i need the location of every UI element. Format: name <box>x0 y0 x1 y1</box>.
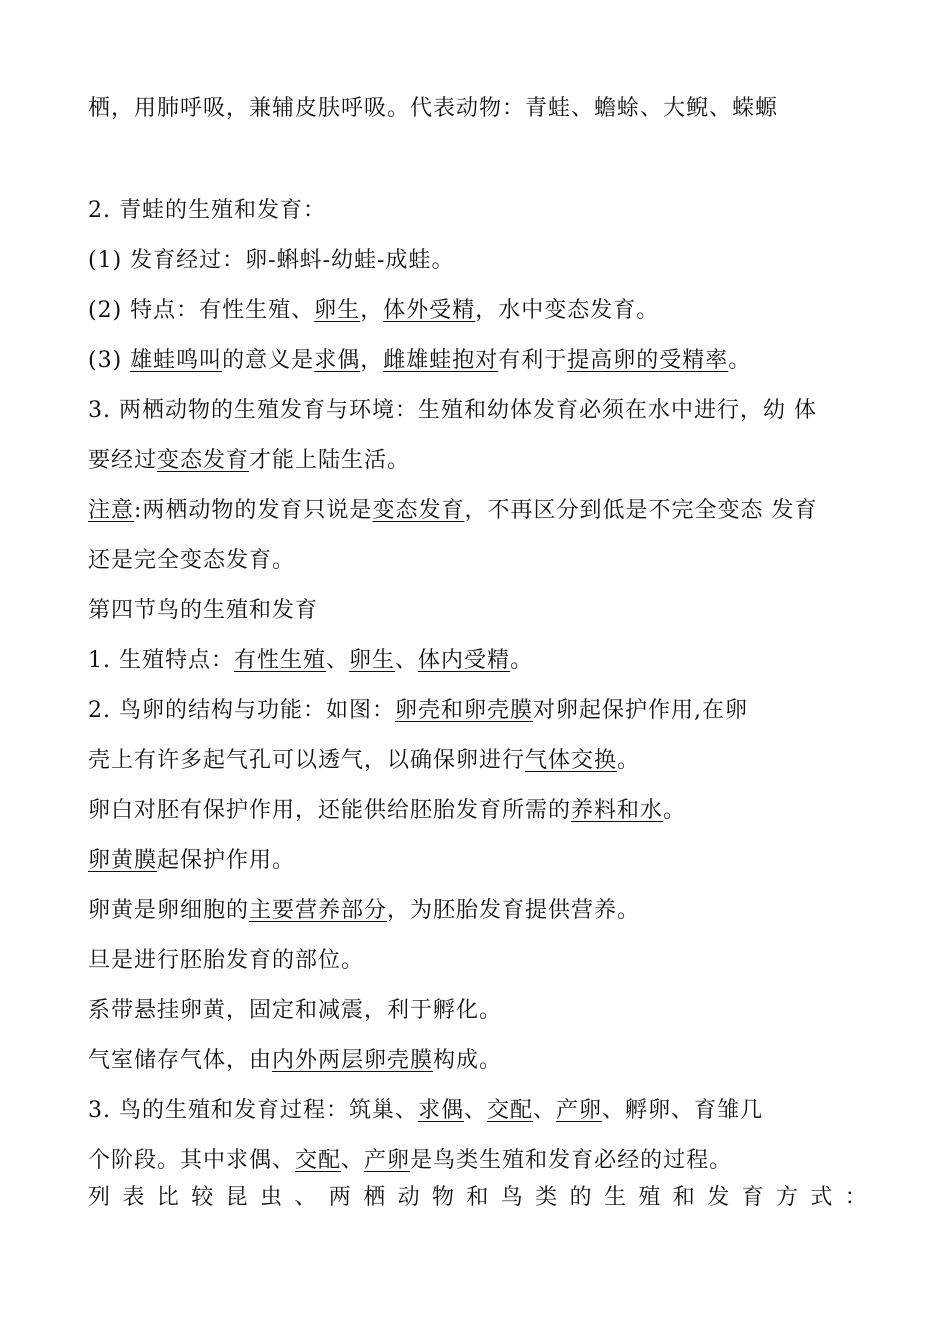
text-line <box>88 1096 763 1126</box>
text-line <box>88 246 454 276</box>
text-run: 第四节鸟的生殖和发育 <box>88 598 319 623</box>
text-line <box>88 796 686 826</box>
underlined-term: 提高卵的受精率 <box>567 348 729 373</box>
text-line <box>88 646 533 676</box>
text-run: ， <box>360 298 384 323</box>
text-line <box>88 196 326 226</box>
text-run: 是鸟类生殖和发育必经的过程。 <box>410 1148 733 1173</box>
text-line <box>88 396 817 426</box>
text-line <box>88 746 640 776</box>
text-run: 构成。 <box>433 1048 503 1073</box>
text-run: 列表比较昆虫、两栖动物和鸟类的生殖和发育方式： <box>88 1185 880 1210</box>
underlined-term: 产卵 <box>556 1098 603 1123</box>
text-line <box>88 346 751 376</box>
text-run: 。 <box>728 348 752 373</box>
text-run: 栖，用肺呼吸，兼辅皮肤呼吸。代表动物：青蛙、蟾蜍、大鲵、蝾螈 <box>88 96 779 121</box>
text-run: 、 <box>533 1098 557 1123</box>
section-heading <box>88 596 318 626</box>
text-run: 对卵起保护作用,在卵 <box>533 698 748 723</box>
text-run: 卵黄是卵细胞的 <box>88 898 250 923</box>
underlined-term: 内外两层卵壳膜 <box>272 1048 434 1073</box>
text-run: 起保护作用。 <box>157 848 296 873</box>
text-run: 、 <box>395 648 419 673</box>
underlined-term: 产卵 <box>364 1148 411 1173</box>
text-line <box>88 846 295 876</box>
underlined-term: 卵黄膜 <box>88 848 158 873</box>
text-run: 壳上有许多起气孔可以透气，以确保卵进行 <box>88 748 526 773</box>
text-line <box>88 946 364 976</box>
underlined-term: 雌雄蛙抱对 <box>383 348 499 373</box>
text-line <box>88 446 410 476</box>
text-run: 、孵卵、育雏几 <box>602 1098 764 1123</box>
text-line <box>88 496 817 526</box>
text-run: 系带悬挂卵黄，固定和减震，利于孵化。 <box>88 998 503 1023</box>
text-run: 、 <box>341 1148 365 1173</box>
text-run: ， <box>360 348 384 373</box>
text-run: 3. 两栖动物的生殖发育与环境：生殖和幼体发育必须在水中进行，幼 体 <box>88 398 817 423</box>
text-run: 个阶段。其中求偶、 <box>88 1148 296 1173</box>
text-run: 还是完全变态发育。 <box>88 548 296 573</box>
text-line <box>88 546 295 576</box>
text-run: 、 <box>326 648 350 673</box>
text-line <box>88 896 640 926</box>
text-run: 旦是进行胚胎发育的部位。 <box>88 948 365 973</box>
text-run: 卵白对胚有保护作用，还能供给胚胎发育所需的 <box>88 798 572 823</box>
text-run: (1) 发育经过：卵-蝌蚪-幼蛙-成蛙。 <box>88 248 455 273</box>
underlined-term: 求偶 <box>417 1098 464 1123</box>
text-run: 要经过 <box>88 448 158 473</box>
text-run: 。 <box>663 798 687 823</box>
text-line <box>88 996 502 1026</box>
underlined-term: 主要营养部分 <box>249 898 388 923</box>
text-run: 有利于 <box>498 348 568 373</box>
text-run: 、 <box>464 1098 488 1123</box>
text-run: 3. 鸟的生殖和发育过程：筑巢、 <box>88 1098 418 1123</box>
text-run: 的意义是 <box>222 348 315 373</box>
underlined-term: 交配 <box>487 1098 534 1123</box>
underlined-term: 注意 <box>88 498 135 523</box>
underlined-term: 卵壳和卵壳膜 <box>394 698 533 723</box>
text-run: (2) 特点：有性生殖、 <box>88 298 315 323</box>
underlined-term: 交配 <box>295 1148 342 1173</box>
text-run: 。 <box>510 648 534 673</box>
underlined-term: 求偶 <box>314 348 361 373</box>
text-run: :两栖动物的发育只说是 <box>134 498 373 523</box>
text-run: 2. 鸟卵的结构与功能：如图： <box>88 698 395 723</box>
underlined-term: 变态发育 <box>157 448 250 473</box>
text-run: ，为胚胎发育提供营养。 <box>387 898 641 923</box>
text-run: 才能上陆生活。 <box>249 448 411 473</box>
underlined-term: 气体交换 <box>525 748 618 773</box>
text-line <box>88 696 748 726</box>
text-line <box>88 94 778 124</box>
text-run: 。 <box>617 748 641 773</box>
underlined-term: 变态发育 <box>372 498 465 523</box>
underlined-term: 雄蛙鸣叫 <box>130 348 223 373</box>
text-line <box>88 296 659 326</box>
text-run: 气室储存气体，由 <box>88 1048 273 1073</box>
text-run: 2. 青蛙的生殖和发育： <box>88 198 326 223</box>
text-line <box>88 1183 879 1213</box>
underlined-term: 体外受精 <box>383 298 476 323</box>
text-run: (3) <box>88 348 131 373</box>
underlined-term: 体内受精 <box>418 648 511 673</box>
text-line <box>88 1046 502 1076</box>
underlined-term: 养料和水 <box>571 798 664 823</box>
text-run: 1. 生殖特点： <box>88 648 234 673</box>
text-run: ，水中变态发育。 <box>475 298 660 323</box>
text-run: ，不再区分到低是不完全变态 发育 <box>464 498 818 523</box>
text-line <box>88 1146 732 1176</box>
underlined-term: 有性生殖 <box>233 648 326 673</box>
underlined-term: 卵生 <box>349 648 396 673</box>
underlined-term: 卵生 <box>314 298 361 323</box>
